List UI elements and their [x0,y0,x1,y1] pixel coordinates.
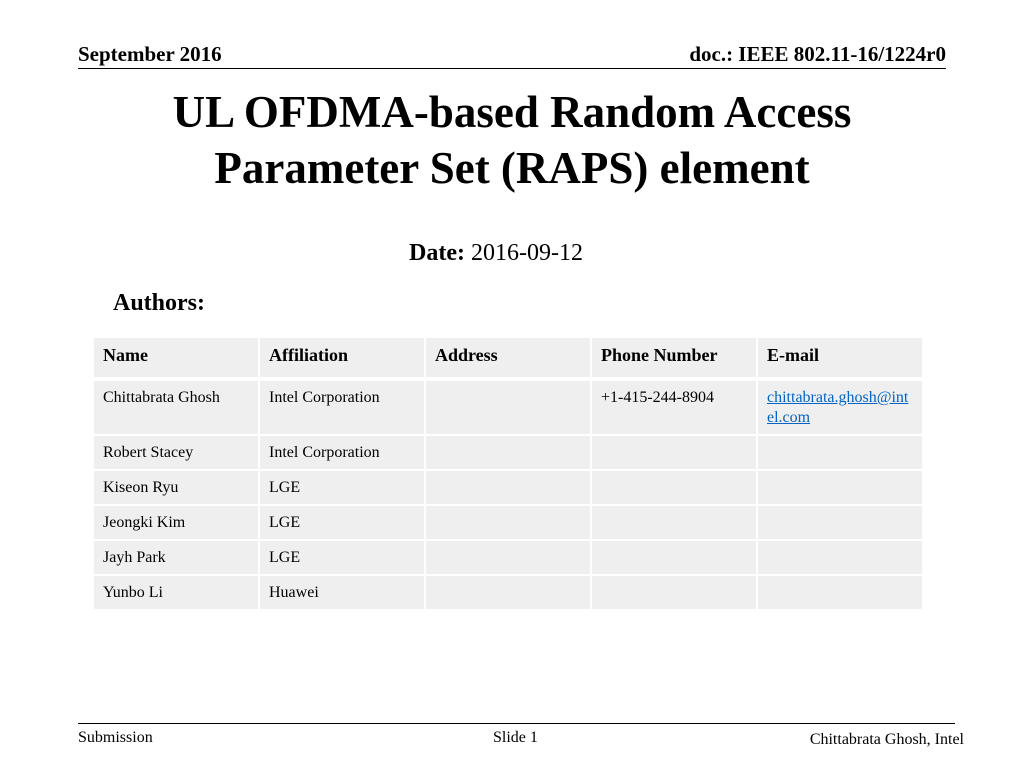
cell-address [426,506,590,539]
date-label: Date: [409,240,465,266]
cell-name: Robert Stacey [94,436,258,469]
cell-address [426,436,590,469]
date-line [409,240,583,267]
email-link[interactable]: chittabrata.ghosh@intel.com [767,389,909,426]
cell-name: Kiseon Ryu [94,471,258,504]
header-divider [78,68,946,69]
cell-phone: +1-415-244-8904 [592,381,756,434]
slide-title-line-2: Parameter Set (RAPS) element [214,143,810,193]
slide-title-line-1: UL OFDMA-based Random Access [172,87,852,137]
footer-submission: Submission [78,729,153,746]
cell-email [758,381,922,434]
footer-author: Chittabrata Ghosh, Intel [809,731,964,748]
table-row [94,541,922,574]
col-header-name: Name [94,338,258,379]
cell-affiliation: LGE [260,471,424,504]
cell-name: Chittabrata Ghosh [94,381,258,434]
cell-address [426,541,590,574]
authors-heading: Authors: [113,290,206,316]
date-value: 2016-09-12 [470,240,583,266]
slide-title [0,84,1024,196]
cell-name: Jeongki Kim [94,506,258,539]
cell-email [758,436,922,469]
col-header-affiliation: Affiliation [260,338,424,379]
table-row [94,506,922,539]
cell-phone [592,436,756,469]
cell-address [426,471,590,504]
cell-email [758,576,922,609]
cell-email [758,506,922,539]
cell-phone [592,576,756,609]
cell-affiliation: Intel Corporation [260,436,424,469]
table-row [94,471,922,504]
col-header-phone: Phone Number [592,338,756,379]
header-date: September 2016 [78,42,222,66]
footer-slide-number: Slide 1 [493,729,538,746]
table-header-row [94,338,922,379]
col-header-address: Address [426,338,590,379]
cell-address [426,576,590,609]
cell-affiliation: LGE [260,541,424,574]
header-doc-id: doc.: IEEE 802.11-16/1224r0 [689,42,946,66]
cell-email [758,471,922,504]
cell-phone [592,541,756,574]
cell-email [758,541,922,574]
authors-table [92,336,924,611]
cell-name: Jayh Park [94,541,258,574]
cell-affiliation: Huawei [260,576,424,609]
cell-affiliation: LGE [260,506,424,539]
cell-name: Yunbo Li [94,576,258,609]
col-header-email: E-mail [758,338,922,379]
table-row [94,436,922,469]
footer-divider [78,723,955,724]
table-row [94,576,922,609]
cell-phone [592,471,756,504]
cell-phone [592,506,756,539]
cell-affiliation: Intel Corporation [260,381,424,434]
table-row [94,381,922,434]
cell-address [426,381,590,434]
